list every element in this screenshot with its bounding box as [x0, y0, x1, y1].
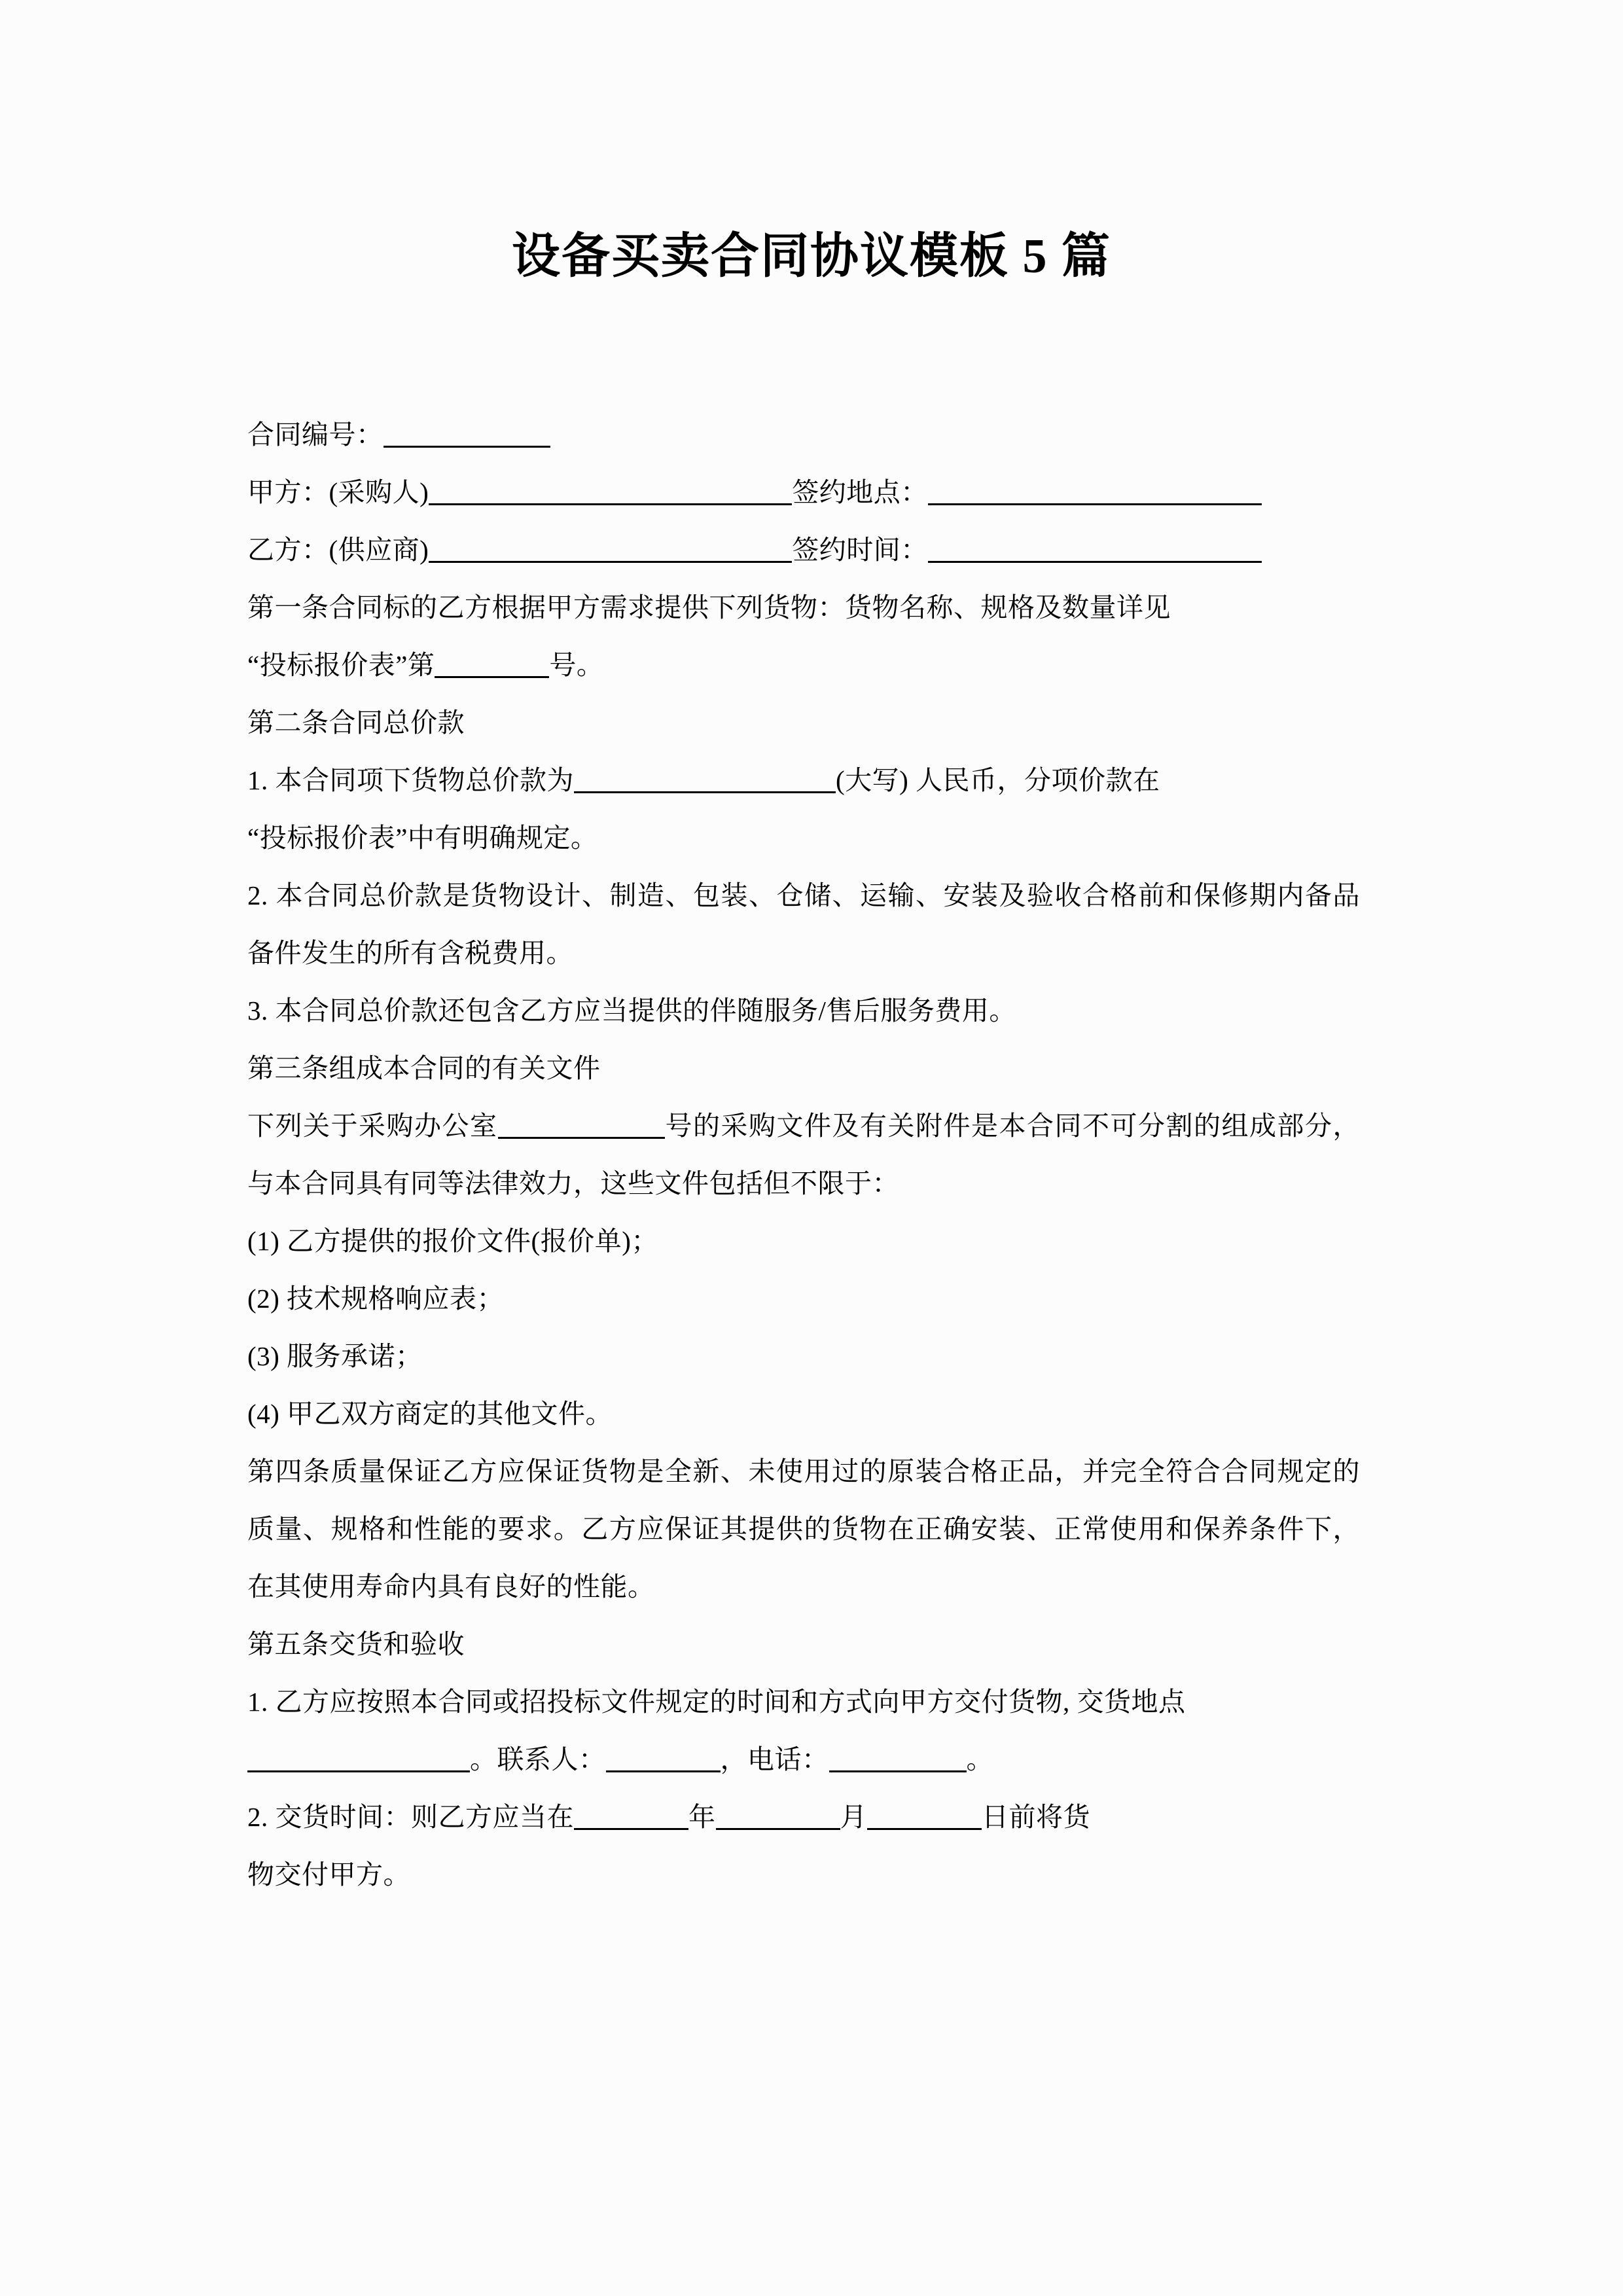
article-3-heading: 第三条组成本合同的有关文件: [247, 1053, 601, 1083]
article-2-item-2: 2. 本合同总价款是货物设计、制造、包装、仓储、运输、安装及验收合格前和保修期内备品备件发生的所有含税费用。: [247, 880, 1360, 968]
article-2-item-1-suffix: (大写) 人民币，分项价款在: [836, 765, 1160, 795]
article-5-item-2-line-2: 物交付甲方。: [247, 1859, 410, 1890]
article-1-number-blank[interactable]: [435, 647, 549, 678]
day-label: 日前将货: [982, 1802, 1090, 1832]
party-a-label: 甲方：(采购人): [247, 477, 429, 507]
delivery-month-blank[interactable]: [716, 1799, 840, 1830]
article-3-item-4: (4) 甲乙双方商定的其他文件。: [247, 1399, 613, 1429]
signing-place-label: 签约地点：: [792, 477, 928, 507]
delivery-year-blank[interactable]: [574, 1799, 688, 1830]
article-1-reference-line: [247, 636, 1360, 694]
page-title: 设备买卖合同协议模板 5 篇: [512, 229, 1111, 283]
article-3-intro: [247, 1097, 1360, 1212]
year-label: 年: [688, 1802, 716, 1832]
article-3-intro-prefix: 下列关于采购办公室: [247, 1111, 498, 1141]
delivery-day-blank[interactable]: [867, 1799, 982, 1830]
article-2-item-1-prefix: 1. 本合同项下货物总价款为: [247, 765, 574, 795]
article-3-item-2: (2) 技术规格响应表；: [247, 1283, 505, 1314]
party-b-line: [247, 521, 1360, 579]
article-2-item-1-line-2: “投标报价表”中有明确规定。: [247, 823, 598, 853]
article-5-heading: 第五条交货和验收: [247, 1629, 465, 1659]
signing-place-blank[interactable]: [928, 475, 1262, 505]
month-label: 月: [840, 1802, 867, 1832]
article-3-item-3: (3) 服务承诺；: [247, 1341, 423, 1371]
article-4-text: 第四条质量保证乙方应保证货物是全新、未使用过的原装合格正品，并完全符合合同规定的质量、规格和性能的要求。乙方应保证其提供的货物在正确安装、正常使用和保养条件下，在其使用寿命内具有良好的性能。: [247, 1456, 1360, 1602]
party-b-blank[interactable]: [429, 532, 792, 563]
party-b-label: 乙方：(供应商): [247, 535, 429, 565]
contact-person-blank[interactable]: [606, 1742, 721, 1772]
article-1-quote-prefix: “投标报价表”第: [247, 650, 435, 680]
article-5-item-2-line-1: [247, 1788, 1360, 1846]
article-2-item-3: 3. 本合同总价款还包含乙方应当提供的伴随服务/售后服务费用。: [247, 996, 1016, 1026]
contact-person-label: 。联系人：: [470, 1744, 606, 1774]
delivery-place-blank[interactable]: [247, 1742, 470, 1772]
article-2-heading: 第二条合同总价款: [247, 708, 465, 738]
signing-time-label: 签约时间：: [792, 535, 928, 565]
signing-time-blank[interactable]: [928, 532, 1262, 563]
article-1-sentence: 第一条合同标的乙方根据甲方需求提供下列货物：货物名称、规格及数量详见: [247, 592, 1171, 622]
article-3-item-1: (1) 乙方提供的报价文件(报价单)；: [247, 1226, 658, 1256]
article-5-item-1-line-2: [247, 1731, 1360, 1788]
article-2-total-amount-blank[interactable]: [574, 762, 836, 793]
article-5-item-1-line-1: 1. 乙方应按照本合同或招投标文件规定的时间和方式向甲方交付货物, 交货地点: [247, 1687, 1186, 1717]
contract-number-label: 合同编号：: [247, 420, 383, 450]
party-a-blank[interactable]: [429, 475, 792, 505]
party-a-line: [247, 463, 1360, 521]
article-2-item-1-line-1: [247, 751, 1360, 809]
article-5-item-2-prefix: 2. 交货时间：则乙方应当在: [247, 1802, 574, 1832]
contract-number-blank[interactable]: [383, 417, 550, 448]
article-1-text: [247, 579, 1360, 636]
article-5-item-1-end: 。: [966, 1744, 993, 1774]
phone-label: ，电话：: [720, 1744, 829, 1774]
article-1-quote-suffix: 号。: [549, 650, 604, 680]
phone-blank[interactable]: [829, 1742, 967, 1772]
document-body: [247, 406, 1360, 1903]
article-3-intro-suffix: 号的采购文件及有关附件是本合同不可分割的组成部分，与本合同具有同等法律效力，这些文件包括但不限于：: [247, 1111, 1360, 1198]
contract-number-line: [247, 406, 1360, 463]
article-3-office-number-blank[interactable]: [498, 1108, 665, 1139]
